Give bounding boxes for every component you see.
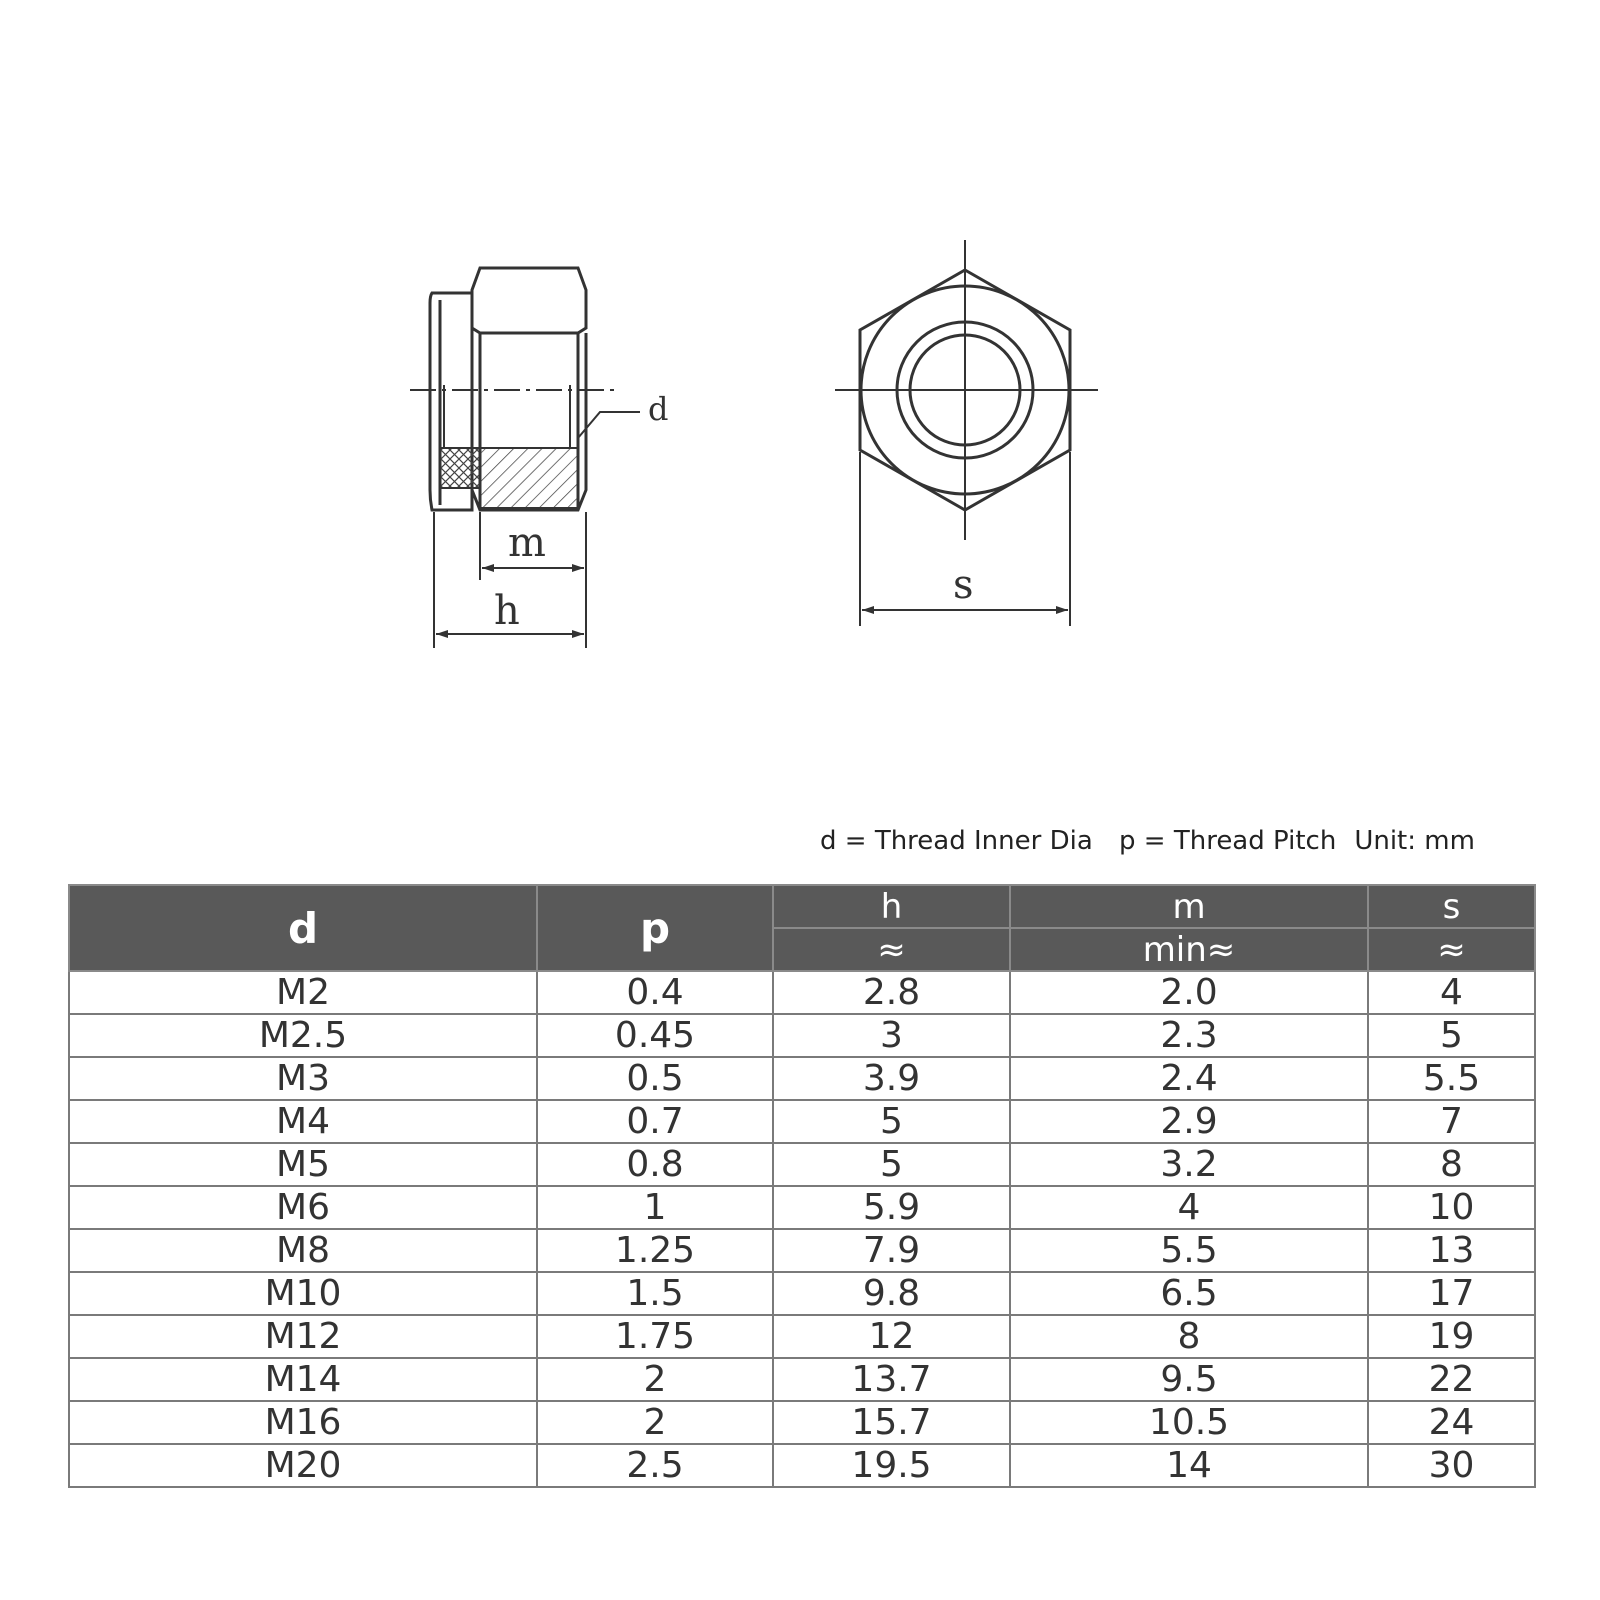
table-row	[69, 1057, 1535, 1100]
header-m: m	[1010, 885, 1368, 928]
cell-d: M8	[69, 1229, 537, 1272]
header-s: s	[1368, 885, 1535, 928]
table-row	[69, 1014, 1535, 1057]
cell-h: 5	[773, 1100, 1010, 1143]
header-h: h	[773, 885, 1010, 928]
table-row	[69, 1401, 1535, 1444]
cell-h: 12	[773, 1315, 1010, 1358]
header-d: d	[69, 885, 537, 971]
table-row	[69, 1444, 1535, 1487]
cell-m: 2.0	[1010, 971, 1368, 1014]
table-body	[69, 971, 1535, 1487]
cell-s: 24	[1368, 1401, 1535, 1444]
cell-p: 0.8	[537, 1143, 773, 1186]
table-row	[69, 1143, 1535, 1186]
legend-unit: Unit: mm	[1354, 826, 1475, 856]
cell-p: 0.5	[537, 1057, 773, 1100]
cell-d: M20	[69, 1444, 537, 1487]
cell-d: M2.5	[69, 1014, 537, 1057]
cell-h: 5	[773, 1143, 1010, 1186]
cell-s: 22	[1368, 1358, 1535, 1401]
cell-h: 3	[773, 1014, 1010, 1057]
cell-m: 3.2	[1010, 1143, 1368, 1186]
cell-h: 13.7	[773, 1358, 1010, 1401]
cell-h: 19.5	[773, 1444, 1010, 1487]
label-m: m	[508, 520, 546, 566]
cell-h: 9.8	[773, 1272, 1010, 1315]
cell-p: 2	[537, 1401, 773, 1444]
cell-d: M6	[69, 1186, 537, 1229]
cell-m: 5.5	[1010, 1229, 1368, 1272]
nut-spec-table	[68, 884, 1536, 1488]
cell-p: 0.4	[537, 971, 773, 1014]
cell-p: 0.7	[537, 1100, 773, 1143]
cell-d: M4	[69, 1100, 537, 1143]
cell-m: 2.9	[1010, 1100, 1368, 1143]
cell-p: 1.75	[537, 1315, 773, 1358]
cell-s: 30	[1368, 1444, 1535, 1487]
cell-m: 9.5	[1010, 1358, 1368, 1401]
cell-m: 8	[1010, 1315, 1368, 1358]
table-row	[69, 1315, 1535, 1358]
cell-s: 10	[1368, 1186, 1535, 1229]
cell-m: 4	[1010, 1186, 1368, 1229]
cell-d: M16	[69, 1401, 537, 1444]
table-row	[69, 1272, 1535, 1315]
header-p: p	[537, 885, 773, 971]
header-s-sub: ≈	[1368, 928, 1535, 971]
cell-d: M2	[69, 971, 537, 1014]
header-m-sub: min≈	[1010, 928, 1368, 971]
cell-d: M12	[69, 1315, 537, 1358]
cell-p: 2.5	[537, 1444, 773, 1487]
cell-m: 14	[1010, 1444, 1368, 1487]
cell-d: M10	[69, 1272, 537, 1315]
table-row	[69, 1358, 1535, 1401]
legend-p-definition: p = Thread Pitch	[1119, 826, 1337, 856]
table-row	[69, 1229, 1535, 1272]
cell-m: 2.3	[1010, 1014, 1368, 1057]
table-row	[69, 1186, 1535, 1229]
legend-d-definition: d = Thread Inner Dia	[820, 826, 1093, 856]
cell-s: 19	[1368, 1315, 1535, 1358]
cell-s: 4	[1368, 971, 1535, 1014]
cell-d: M5	[69, 1143, 537, 1186]
cell-h: 5.9	[773, 1186, 1010, 1229]
label-h: h	[494, 588, 520, 634]
cell-h: 7.9	[773, 1229, 1010, 1272]
cell-m: 10.5	[1010, 1401, 1368, 1444]
cell-p: 0.45	[537, 1014, 773, 1057]
cell-p: 1.25	[537, 1229, 773, 1272]
cell-p: 1	[537, 1186, 773, 1229]
cell-s: 13	[1368, 1229, 1535, 1272]
cell-h: 3.9	[773, 1057, 1010, 1100]
cell-p: 2	[537, 1358, 773, 1401]
cell-d: M3	[69, 1057, 537, 1100]
cell-d: M14	[69, 1358, 537, 1401]
table-row	[69, 1100, 1535, 1143]
cell-m: 6.5	[1010, 1272, 1368, 1315]
side-view	[410, 268, 640, 648]
cell-s: 5	[1368, 1014, 1535, 1057]
units-legend	[820, 826, 1520, 856]
cell-m: 2.4	[1010, 1057, 1368, 1100]
cell-s: 8	[1368, 1143, 1535, 1186]
table-row	[69, 971, 1535, 1014]
label-s: s	[953, 562, 974, 608]
cell-s: 17	[1368, 1272, 1535, 1315]
label-d: d	[648, 390, 669, 428]
cell-s: 5.5	[1368, 1057, 1535, 1100]
header-h-sub: ≈	[773, 928, 1010, 971]
cell-s: 7	[1368, 1100, 1535, 1143]
cell-h: 2.8	[773, 971, 1010, 1014]
cell-h: 15.7	[773, 1401, 1010, 1444]
cell-p: 1.5	[537, 1272, 773, 1315]
